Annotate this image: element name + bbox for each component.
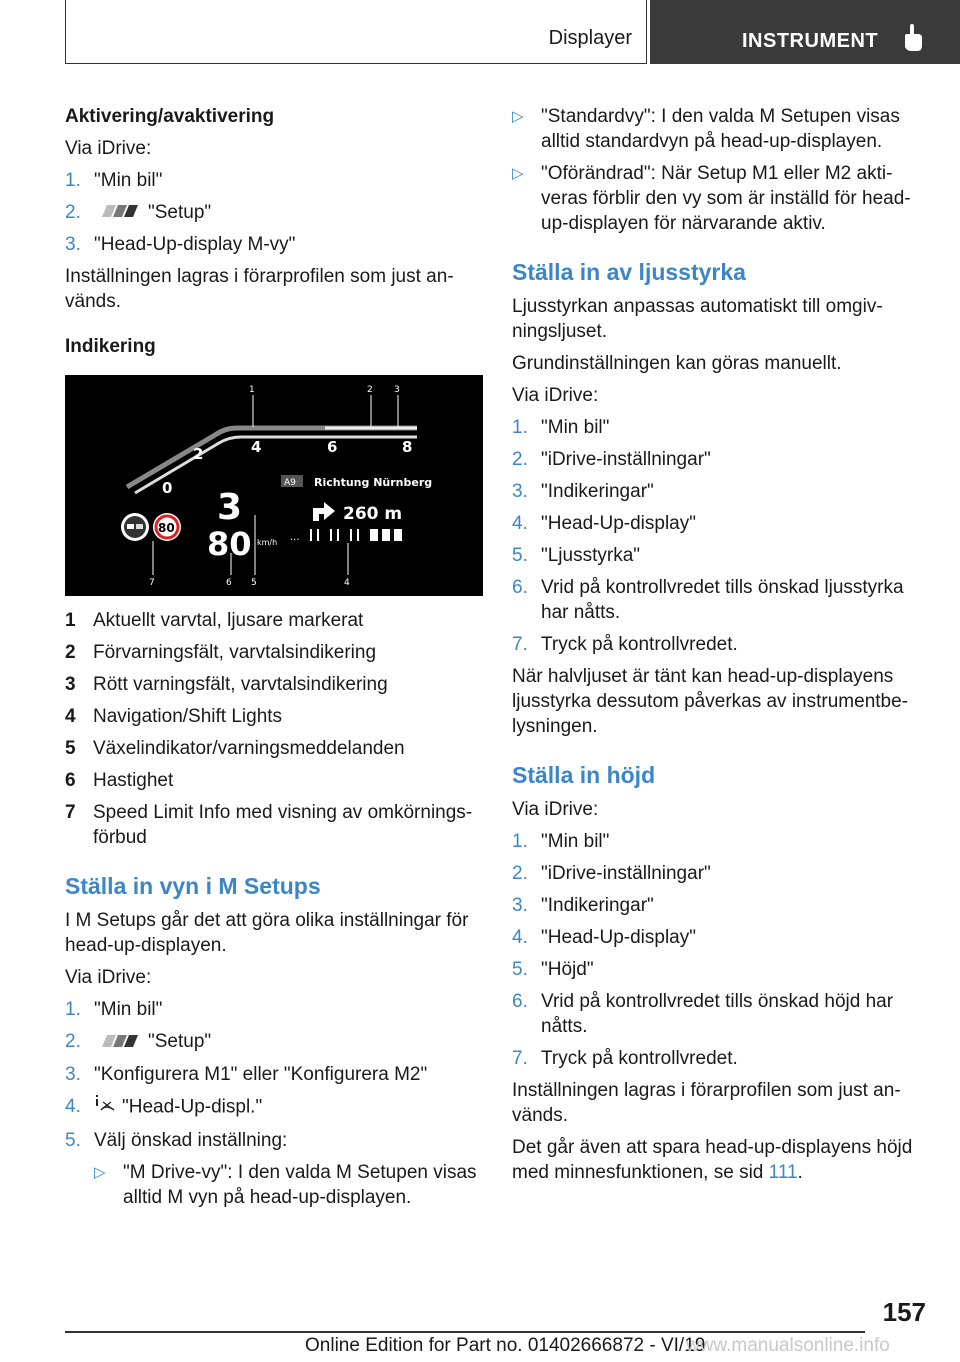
legend-number: 1 <box>65 610 76 632</box>
destination-text: Richtung Nürnberg <box>314 476 433 490</box>
legend-number: 5 <box>65 738 76 760</box>
step-text: "Head-Up-display" <box>541 927 696 948</box>
step-number: 2. <box>65 202 81 223</box>
list-item <box>512 511 930 536</box>
road-code: A9 <box>284 478 296 489</box>
step-number: 2. <box>65 1031 81 1053</box>
step-number: 1. <box>512 831 528 852</box>
step-text: Vrid på kontrollvredet tills önskad höjd har nåtts. <box>541 991 894 1037</box>
step-text: Välj önskad inställning: <box>94 1129 288 1151</box>
step-text: "Head-Up-display M-vy" <box>94 234 296 256</box>
rpm-label-4: 4 <box>251 438 262 457</box>
list-item <box>512 1046 930 1071</box>
via-idrive-label: Via iDrive: <box>512 799 599 820</box>
callout-1: 1 <box>249 385 255 396</box>
list-item <box>512 989 930 1039</box>
brightness-auto-text: Ljusstyrkan anpassas automatiskt till omgivningsljuset. <box>512 296 883 342</box>
setting-options-continued <box>512 104 930 236</box>
step-number: 2. <box>512 863 528 884</box>
rpm-label-6: 6 <box>327 438 338 457</box>
list-item <box>65 640 483 665</box>
memory-text: Det går även att spara head-up-displayens höjd med minnesfunktionen, se sid <box>512 1137 913 1183</box>
step-text: "Setup" <box>148 1031 212 1053</box>
list-item <box>65 800 483 850</box>
setting-options <box>94 1160 483 1210</box>
rpm-label-0: 0 <box>162 479 173 498</box>
option-text: "M Drive-vy": I den valda M Setupen visas alltid M vyn på head-up-displayen. <box>123 1161 477 1208</box>
speed-limit-sign: 80 <box>158 521 175 536</box>
callout-7: 7 <box>149 578 155 589</box>
list-item <box>65 1029 483 1054</box>
legend-number: 3 <box>65 674 76 696</box>
m-setups-heading: Ställa in vyn i M Setups <box>65 873 321 900</box>
activation-steps <box>65 168 483 257</box>
step-text: "Min bil" <box>541 831 610 852</box>
height-saved-note: Inställningen lagras i förarprofilen som just används. <box>512 1080 901 1126</box>
step-text: Tryck på kontrollvredet. <box>541 1048 738 1069</box>
callout-5: 5 <box>251 578 257 589</box>
legend-number: 6 <box>65 770 76 792</box>
via-idrive-label: Via iDrive: <box>65 138 152 159</box>
brightness-manual-text: Grundinställningen kan göras manuellt. <box>512 353 842 374</box>
height-steps <box>512 829 930 1071</box>
page-link[interactable]: 111 <box>768 1162 798 1183</box>
memory-function-text <box>512 1135 930 1185</box>
legend-text: Förvarningsfält, varvtalsindikering <box>93 642 377 664</box>
list-item <box>65 997 483 1022</box>
legend-number: 7 <box>65 802 76 824</box>
list-item <box>512 575 930 625</box>
option-text: "Oförändrad": När Setup M1 eller M2 aktiveras förblir den vy som är inställd för head-up-displayen för närvarande aktiv. <box>541 163 911 234</box>
step-text: "Head-Up-displ." <box>122 1096 263 1118</box>
footer-watermark: www.manualsonline.info <box>686 1335 890 1356</box>
height-heading: Ställa in höjd <box>512 762 656 788</box>
list-item <box>512 829 930 854</box>
step-number: 1. <box>512 417 528 438</box>
m-stripes-icon <box>94 1030 142 1055</box>
step-number: 6. <box>512 991 528 1012</box>
speed-value: 80 <box>207 525 252 564</box>
rpm-label-8: 8 <box>402 438 413 457</box>
step-text: "Head-Up-display" <box>541 513 696 534</box>
step-text: "Ljusstyrka" <box>541 545 641 566</box>
step-text: "iDrive-inställningar" <box>541 449 711 470</box>
step-text: Vrid på kontrollvredet tills önskad ljusstyrka har nåtts. <box>541 577 904 623</box>
activation-heading: Aktivering/avaktivering <box>65 106 275 127</box>
list-item <box>94 1160 483 1210</box>
via-idrive-label: Via iDrive: <box>512 385 599 406</box>
header-chapter-title: INSTRUMENT <box>742 30 879 52</box>
list-item <box>65 1094 483 1121</box>
callout-2: 2 <box>367 385 373 396</box>
step-number: 3. <box>512 895 528 916</box>
list-item <box>512 957 930 982</box>
list-item <box>65 736 483 761</box>
list-item <box>65 768 483 793</box>
legend-number: 2 <box>65 642 76 664</box>
list-item <box>512 415 930 440</box>
step-number: 7. <box>512 1048 528 1069</box>
pointing-hand-icon <box>902 24 924 59</box>
step-text: "Min bil" <box>94 170 163 191</box>
legend-text: Speed Limit Info med visning av omkörningsförbud <box>93 802 473 849</box>
step-number: 5. <box>512 959 528 980</box>
step-number: 5. <box>65 1129 81 1151</box>
step-number: 4. <box>512 927 528 948</box>
step-text: "Konfigurera M1" eller "Konfigurera M2" <box>94 1063 428 1085</box>
gear-indicator: 3 <box>217 487 243 529</box>
head-up-display-icon <box>94 1094 116 1121</box>
header-chapter-tab <box>650 0 960 64</box>
step-text: "Indikeringar" <box>541 481 654 502</box>
setting-saved-note: Inställningen lagras i förarprofilen som just används. <box>65 266 454 313</box>
list-item <box>512 161 930 236</box>
list-item <box>65 1062 483 1087</box>
legend-text: Rött varningsfält, varvtalsindikering <box>93 674 388 696</box>
list-item <box>65 200 483 225</box>
callout-3: 3 <box>394 385 400 396</box>
step-number: 5. <box>512 545 528 566</box>
list-triangle-icon: ▷ <box>512 165 524 182</box>
legend-text: Hastighet <box>93 770 174 792</box>
step-text: "Setup" <box>148 202 212 223</box>
step-number: 4. <box>512 513 528 534</box>
step-number: 4. <box>65 1095 81 1117</box>
list-item <box>65 704 483 729</box>
svg-text:...: ... <box>290 532 300 544</box>
callout-4: 4 <box>344 578 350 589</box>
header-section-tab <box>65 0 647 64</box>
brightness-heading: Ställa in av ljusstyrka <box>512 259 746 285</box>
step-text: "Min bil" <box>94 999 163 1021</box>
list-item <box>65 232 483 257</box>
step-number: 3. <box>65 234 81 256</box>
list-item <box>65 672 483 697</box>
step-number: 6. <box>512 577 528 598</box>
callout-6: 6 <box>226 578 232 589</box>
legend-text: Växelindikator/varningsmeddelanden <box>93 738 405 760</box>
header-section-title: Displayer <box>548 27 632 49</box>
step-text: "Indikeringar" <box>541 895 654 916</box>
list-item <box>65 608 483 633</box>
legend-text: Navigation/Shift Lights <box>93 706 283 728</box>
m-setups-intro: I M Setups går det att göra olika inställningar för head-up-displayen. <box>65 910 469 957</box>
step-number: 1. <box>65 999 81 1021</box>
m-setups-steps <box>65 997 483 1209</box>
indication-heading: Indikering <box>65 336 156 358</box>
turn-distance: 260 m <box>343 504 403 525</box>
brightness-note: När halvljuset är tänt kan head-up-displayens ljusstyrka dessutom påverkas av instrumentbelysningen. <box>512 666 908 737</box>
left-column <box>65 104 483 1217</box>
list-triangle-icon: ▷ <box>512 108 524 125</box>
list-item <box>512 632 930 657</box>
list-triangle-icon: ▷ <box>94 1163 106 1181</box>
brightness-steps <box>512 415 930 657</box>
list-item <box>65 1128 483 1210</box>
list-item <box>512 861 930 886</box>
step-text: "Min bil" <box>541 417 610 438</box>
step-text: "Höjd" <box>541 959 594 980</box>
step-number: 7. <box>512 634 528 655</box>
step-text: Tryck på kontrollvredet. <box>541 634 738 655</box>
legend-text: Aktuellt varvtal, ljusare markerat <box>93 610 364 632</box>
list-item <box>512 925 930 950</box>
step-number: 3. <box>65 1063 81 1085</box>
memory-end: . <box>797 1162 803 1183</box>
list-item <box>512 893 930 918</box>
option-text: "Standardvy": I den valda M Setupen visas alltid standardvyn på head-up-displayen. <box>541 106 900 152</box>
step-number: 3. <box>512 481 528 502</box>
step-number: 1. <box>65 170 81 191</box>
list-item <box>512 479 930 504</box>
footer-edition: Online Edition for Part no. 01402666872 - VI/19 <box>305 1335 706 1356</box>
list-item <box>512 104 930 154</box>
list-item <box>512 543 930 568</box>
rpm-label-2: 2 <box>193 445 204 464</box>
step-number: 2. <box>512 449 528 470</box>
via-idrive-label: Via iDrive: <box>65 967 152 989</box>
list-item <box>512 447 930 472</box>
legend-number: 4 <box>65 706 76 728</box>
hud-legend <box>65 608 483 850</box>
page-number: 157 <box>882 1297 926 1327</box>
list-item <box>65 168 483 193</box>
hud-illustration <box>65 375 483 596</box>
step-text: "iDrive-inställningar" <box>541 863 711 884</box>
m-stripes-icon <box>94 200 142 225</box>
right-column <box>512 104 930 1192</box>
speed-unit: km/h <box>257 538 278 548</box>
